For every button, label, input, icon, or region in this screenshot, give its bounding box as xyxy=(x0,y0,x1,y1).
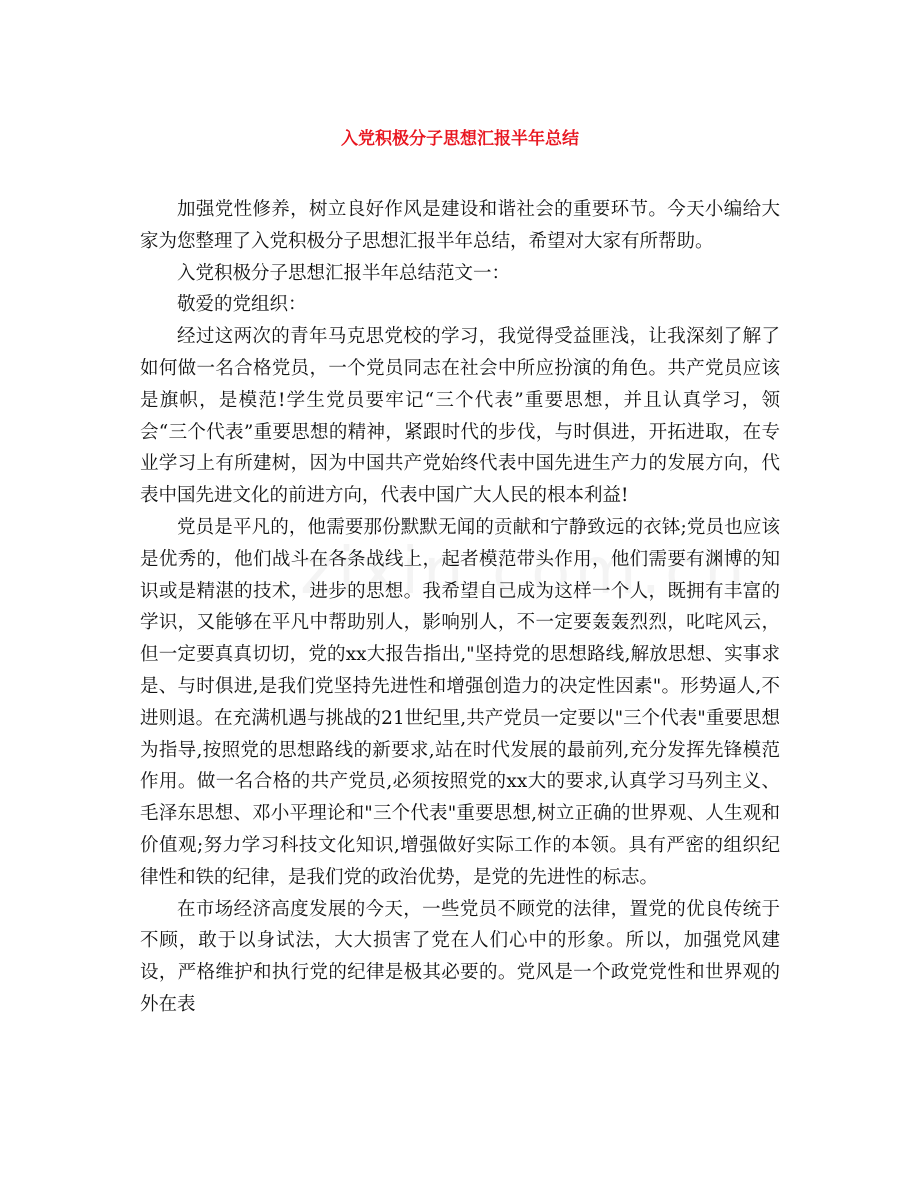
document-title: 入党积极分子思想汇报半年总结 xyxy=(341,129,579,149)
paragraph-body-1: 经过这两次的青年马克思党校的学习，我觉得受益匪浅，让我深刻了解了如何做一名合格党员，一个党员同志在社会中所应扮演的角色。共产党员应该是旗帜，是模范!学生党员要牢记“三个代表”重要思想，并且认真学习，领会“三个代表”重要思想的精神，紧跟时代的步伐，与时俱进，开拓进取，在专业学习上有所建树，因为中国共产党始终代表中国先进生产力的发展方向，代表中国先进文化的前进方向，代表中国广大人民的根本利益! xyxy=(140,326,780,507)
paragraph-sample-heading: 入党积极分子思想汇报半年总结范文一： xyxy=(177,262,511,284)
paragraph-body-2: 党员是平凡的，他需要那份默默无闻的贡献和宁静致远的衣钵;党员也应该是优秀的，他们战斗在各条战线上，起者模范带头作用，他们需要有渊博的知识或是精湛的技术，进步的思想。我希望自己成为这样一个人，既拥有丰富的学识，又能够在平凡中帮助别人，影响别人，不一定要轰轰烈烈，叱咤风云，但一定要真真切切，党的xx大报告指出,"坚持党的思想路线,解放思想、实事求是、与时俱进,是我们党坚持先进性和增强创造力的决定性因素"。形势逼人,不进则退。在充满机遇与挑战的21世纪里,共产党员一定要以"三个代表"重要思想为指导,按照党的思想路线的新要求,站在时代发展的最前列,充分发挥先锋模范作用。做一名合格的共产党员,必须按照党的xx大的要求,认真学习马列主义、毛泽东思想、邓小平理论和"三个代表"重要思想,树立正确的世界观、人生观和价值观;努力学习科技文化知识,增强做好实际工作的本领。具有严密的组织纪律性和铁的纪律，是我们党的政治优势，是党的先进性的标志。 xyxy=(140,516,780,888)
paragraph-intro: 加强党性修养，树立良好作风是建设和谐社会的重要环节。今天小编给大家为您整理了入党积极分子思想汇报半年总结，希望对大家有所帮助。 xyxy=(140,199,780,252)
paragraph-salutation: 敬爱的党组织： xyxy=(177,294,307,316)
document-body xyxy=(140,194,780,1021)
paragraph-body-3: 在市场经济高度发展的今天，一些党员不顾党的法律，置党的优良传统于不顾，敢于以身试法，大大损害了党在人们心中的形象。所以，加强党风建设，严格维护和执行党的纪律是极其必要的。党风是一个政党党性和世界观的外在表 xyxy=(140,898,780,1015)
